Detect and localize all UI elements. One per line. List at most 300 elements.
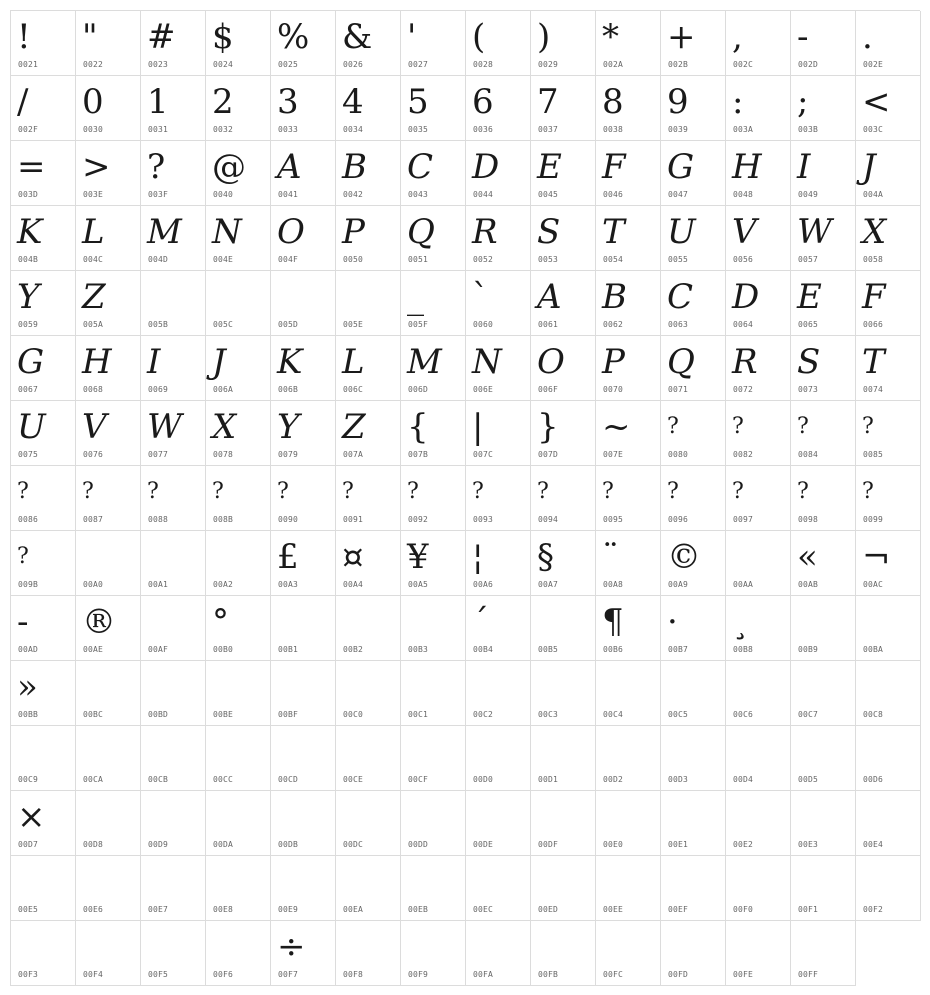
glyph-code-label: 004C [83, 255, 104, 264]
glyph-code-label: 005D [278, 320, 299, 329]
glyph-code-label: 0055 [668, 255, 689, 264]
glyph-cell [11, 791, 76, 856]
glyph-preview: " [82, 17, 98, 57]
glyph-cell [596, 76, 661, 141]
glyph-cell [791, 336, 856, 401]
glyph-code-label: 00B0 [213, 645, 234, 654]
glyph-code-label: 0085 [863, 450, 884, 459]
glyph-code-label: 00C0 [343, 710, 364, 719]
glyph-preview: T [602, 212, 625, 252]
glyph-cell [596, 336, 661, 401]
glyph-cell [271, 661, 336, 726]
glyph-cell [661, 141, 726, 206]
glyph-code-label: 004D [148, 255, 169, 264]
glyph-code-label: 00BC [83, 710, 104, 719]
glyph-cell [856, 596, 921, 661]
glyph-code-label: 0065 [798, 320, 819, 329]
glyph-preview: @ [212, 147, 246, 187]
glyph-code-label: 0067 [18, 385, 39, 394]
glyph-code-label: 003E [83, 190, 104, 199]
glyph-cell [141, 856, 206, 921]
glyph-code-label: 00EE [603, 905, 624, 914]
glyph-cell [206, 596, 271, 661]
glyph-code-label: 00CC [213, 775, 234, 784]
glyph-code-label: 0053 [538, 255, 559, 264]
glyph-cell [76, 531, 141, 596]
glyph-code-label: 00B6 [603, 645, 624, 654]
glyph-preview: + [667, 17, 696, 57]
glyph-code-label: 00C2 [473, 710, 494, 719]
glyph-preview: 0 [82, 82, 104, 122]
glyph-cell [466, 76, 531, 141]
glyph-cell [11, 271, 76, 336]
glyph-cell [336, 856, 401, 921]
glyph-cell [791, 791, 856, 856]
glyph-code-label: 00A5 [408, 580, 429, 589]
glyph-code-label: 00B9 [798, 645, 819, 654]
glyph-code-label: 0025 [278, 60, 299, 69]
glyph-code-label: 00A1 [148, 580, 169, 589]
glyph-cell [661, 921, 726, 986]
glyph-cell [271, 791, 336, 856]
missing-glyph-icon: ? [277, 479, 289, 504]
glyph-code-label: 00D9 [148, 840, 169, 849]
glyph-code-label: 00AE [83, 645, 104, 654]
glyph-code-label: 00DA [213, 840, 234, 849]
glyph-preview: X [862, 212, 887, 252]
glyph-preview: O [277, 212, 305, 252]
glyph-preview: 4 [342, 82, 364, 122]
missing-glyph-icon: ? [862, 414, 874, 439]
glyph-preview: K [277, 342, 303, 382]
glyph-code-label: 0033 [278, 125, 299, 134]
glyph-code-label: 00C5 [668, 710, 689, 719]
glyph-code-label: 0068 [83, 385, 104, 394]
glyph-cell [271, 336, 336, 401]
glyph-code-label: 005A [83, 320, 104, 329]
glyph-cell [726, 466, 791, 531]
missing-glyph-icon: ? [732, 479, 744, 504]
glyph-cell [596, 791, 661, 856]
glyph-preview: S [797, 342, 821, 382]
glyph-preview: J [862, 147, 876, 187]
glyph-cell [206, 141, 271, 206]
missing-glyph-icon: ? [732, 414, 744, 439]
glyph-preview: ¤ [342, 537, 364, 577]
glyph-code-label: 0022 [83, 60, 104, 69]
glyph-cell [466, 726, 531, 791]
glyph-cell [726, 76, 791, 141]
glyph-preview: M [407, 342, 442, 382]
glyph-code-label: 00F2 [863, 905, 884, 914]
glyph-cell [206, 271, 271, 336]
glyph-code-label: 0076 [83, 450, 104, 459]
glyph-preview: T [862, 342, 885, 382]
glyph-code-label: 0023 [148, 60, 169, 69]
glyph-code-label: 0039 [668, 125, 689, 134]
glyph-preview: V [82, 407, 107, 447]
glyph-code-label: 00AD [18, 645, 39, 654]
glyph-cell [401, 11, 466, 76]
glyph-code-label: 0072 [733, 385, 754, 394]
glyph-code-label: 008B [213, 515, 234, 524]
glyph-code-label: 00E3 [798, 840, 819, 849]
glyph-cell [11, 726, 76, 791]
glyph-code-label: 00F0 [733, 905, 754, 914]
glyph-preview: R [472, 212, 498, 252]
missing-glyph-icon: ? [537, 479, 549, 504]
glyph-code-label: 0047 [668, 190, 689, 199]
glyph-cell [856, 531, 921, 596]
glyph-code-label: 0075 [18, 450, 39, 459]
glyph-code-label: 005F [408, 320, 429, 329]
glyph-code-label: 0084 [798, 450, 819, 459]
glyph-cell [336, 531, 401, 596]
glyph-code-label: 0057 [798, 255, 819, 264]
glyph-code-label: 0054 [603, 255, 624, 264]
glyph-preview: Z [82, 277, 106, 317]
glyph-cell [661, 76, 726, 141]
glyph-code-label: 0098 [798, 515, 819, 524]
glyph-cell [596, 206, 661, 271]
glyph-preview: I [147, 342, 161, 382]
glyph-preview: Z [342, 407, 366, 447]
glyph-cell [271, 596, 336, 661]
glyph-preview: · [667, 602, 678, 642]
glyph-preview: L [342, 342, 365, 382]
glyph-code-label: 0080 [668, 450, 689, 459]
glyph-code-label: 0093 [473, 515, 494, 524]
glyph-cell [726, 141, 791, 206]
glyph-cell [726, 11, 791, 76]
glyph-cell [206, 921, 271, 986]
glyph-code-label: 00D6 [863, 775, 884, 784]
glyph-cell [141, 11, 206, 76]
glyph-cell [401, 401, 466, 466]
glyph-code-label: 00B2 [343, 645, 364, 654]
glyph-cell [531, 336, 596, 401]
glyph-code-label: 0030 [83, 125, 104, 134]
glyph-code-label: 006B [278, 385, 299, 394]
glyph-cell [11, 141, 76, 206]
glyph-cell [401, 596, 466, 661]
glyph-code-label: 00DD [408, 840, 429, 849]
glyph-cell [401, 921, 466, 986]
glyph-code-label: 00A8 [603, 580, 624, 589]
glyph-cell [661, 11, 726, 76]
glyph-cell [206, 206, 271, 271]
glyph-code-label: 002C [733, 60, 754, 69]
glyph-code-label: 00BB [18, 710, 39, 719]
glyph-code-label: 0070 [603, 385, 624, 394]
glyph-cell [141, 206, 206, 271]
glyph-cell [206, 401, 271, 466]
glyph-cell [206, 466, 271, 531]
glyph-code-label: 0087 [83, 515, 104, 524]
glyph-preview: C [667, 277, 694, 317]
glyph-preview: © [667, 537, 701, 577]
glyph-cell [531, 11, 596, 76]
glyph-preview: ? [147, 147, 166, 187]
glyph-cell [336, 401, 401, 466]
glyph-code-label: 00E6 [83, 905, 104, 914]
glyph-code-label: 0061 [538, 320, 559, 329]
glyph-cell [206, 661, 271, 726]
glyph-code-label: 00D4 [733, 775, 754, 784]
missing-glyph-icon: ? [407, 479, 419, 504]
glyph-code-label: 00DF [538, 840, 559, 849]
glyph-preview: D [732, 277, 760, 317]
glyph-preview: 3 [277, 82, 299, 122]
glyph-preview: ¸ [732, 602, 749, 642]
glyph-cell [531, 206, 596, 271]
missing-glyph-icon: ? [82, 479, 94, 504]
glyph-preview: B [602, 277, 627, 317]
glyph-code-label: 0045 [538, 190, 559, 199]
glyph-code-label: 00A3 [278, 580, 299, 589]
glyph-cell [856, 336, 921, 401]
glyph-cell [466, 531, 531, 596]
glyph-code-label: 007E [603, 450, 624, 459]
glyph-code-label: 003F [148, 190, 169, 199]
glyph-preview: 5 [407, 82, 429, 122]
glyph-cell [791, 76, 856, 141]
glyph-code-label: 0032 [213, 125, 234, 134]
glyph-preview: = [17, 147, 46, 187]
glyph-preview: 7 [537, 82, 559, 122]
glyph-cell [726, 271, 791, 336]
glyph-cell [596, 596, 661, 661]
glyph-cell [466, 336, 531, 401]
glyph-cell [11, 11, 76, 76]
glyph-code-label: 0074 [863, 385, 884, 394]
glyph-cell [856, 791, 921, 856]
glyph-cell [271, 141, 336, 206]
glyph-code-label: 00E0 [603, 840, 624, 849]
glyph-cell [11, 856, 76, 921]
glyph-cell [726, 856, 791, 921]
glyph-cell [531, 531, 596, 596]
glyph-cell [531, 271, 596, 336]
glyph-preview: U [667, 212, 696, 252]
glyph-code-label: 00F1 [798, 905, 819, 914]
glyph-preview: % [277, 17, 310, 57]
glyph-code-label: 00B5 [538, 645, 559, 654]
glyph-code-label: 0050 [343, 255, 364, 264]
glyph-cell [661, 856, 726, 921]
glyph-preview: H [732, 147, 762, 187]
glyph-code-label: 0026 [343, 60, 364, 69]
glyph-code-label: 00CE [343, 775, 364, 784]
glyph-preview: - [797, 17, 809, 57]
glyph-cell [401, 531, 466, 596]
glyph-code-label: 00FC [603, 970, 624, 979]
glyph-code-label: 00ED [538, 905, 559, 914]
glyph-cell [271, 76, 336, 141]
glyph-code-label: 0066 [863, 320, 884, 329]
glyph-preview: ! [17, 17, 31, 57]
glyph-preview: { [407, 407, 429, 447]
glyph-cell [76, 921, 141, 986]
glyph-code-label: 0034 [343, 125, 364, 134]
glyph-code-label: 00C9 [18, 775, 39, 784]
glyph-cell [531, 596, 596, 661]
glyph-cell [336, 336, 401, 401]
glyph-cell [401, 661, 466, 726]
glyph-cell [141, 921, 206, 986]
glyph-code-label: 0092 [408, 515, 429, 524]
glyph-cell [336, 466, 401, 531]
glyph-code-label: 005C [213, 320, 234, 329]
glyph-preview: . [862, 17, 873, 57]
glyph-code-label: 00C3 [538, 710, 559, 719]
glyph-preview: - [17, 602, 29, 642]
glyph-code-label: 005B [148, 320, 169, 329]
glyph-cell [401, 206, 466, 271]
glyph-cell [336, 76, 401, 141]
glyph-code-label: 00EC [473, 905, 494, 914]
glyph-cell [401, 466, 466, 531]
glyph-code-label: 00E2 [733, 840, 754, 849]
glyph-preview: $ [212, 17, 234, 57]
glyph-code-label: 00A7 [538, 580, 559, 589]
glyph-cell [661, 336, 726, 401]
glyph-preview: P [342, 212, 365, 252]
glyph-cell [141, 726, 206, 791]
glyph-cell [596, 726, 661, 791]
glyph-code-label: 004A [863, 190, 884, 199]
glyph-cell [336, 141, 401, 206]
missing-glyph-icon: ? [797, 479, 809, 504]
glyph-preview: O [537, 342, 565, 382]
glyph-preview: ; [797, 82, 809, 122]
glyph-cell [531, 141, 596, 206]
glyph-cell [726, 661, 791, 726]
glyph-code-label: 0064 [733, 320, 754, 329]
glyph-cell [596, 921, 661, 986]
glyph-cell [466, 466, 531, 531]
glyph-code-label: 0059 [18, 320, 39, 329]
glyph-preview: I [797, 147, 811, 187]
glyph-cell [661, 726, 726, 791]
glyph-code-label: 006A [213, 385, 234, 394]
missing-glyph-icon: ? [147, 479, 159, 504]
glyph-cell [856, 11, 921, 76]
glyph-cell [206, 531, 271, 596]
glyph-cell [596, 11, 661, 76]
glyph-cell [856, 401, 921, 466]
glyph-preview: N [472, 342, 502, 382]
glyph-cell [141, 141, 206, 206]
glyph-cell [466, 11, 531, 76]
glyph-preview: X [212, 407, 237, 447]
glyph-cell [141, 466, 206, 531]
glyph-code-label: 00EA [343, 905, 364, 914]
glyph-code-label: 009B [18, 580, 39, 589]
glyph-code-label: 00CD [278, 775, 299, 784]
glyph-cell [206, 856, 271, 921]
glyph-cell [336, 921, 401, 986]
glyph-code-label: 004F [278, 255, 299, 264]
glyph-cell [661, 596, 726, 661]
glyph-code-label: 00AF [148, 645, 169, 654]
glyph-cell [76, 141, 141, 206]
glyph-code-label: 003C [863, 125, 884, 134]
glyph-preview: × [17, 797, 46, 837]
glyph-cell [11, 206, 76, 271]
glyph-preview: H [82, 342, 112, 382]
glyph-cell [661, 206, 726, 271]
glyph-cell [271, 921, 336, 986]
glyph-cell [531, 791, 596, 856]
glyph-code-label: 00AB [798, 580, 819, 589]
glyph-code-label: 007A [343, 450, 364, 459]
glyph-preview: A [537, 277, 562, 317]
glyph-cell [531, 856, 596, 921]
glyph-cell [661, 271, 726, 336]
glyph-code-label: 00B8 [733, 645, 754, 654]
glyph-code-label: 00DC [343, 840, 364, 849]
glyph-cell [76, 466, 141, 531]
glyph-preview: & [342, 17, 373, 57]
glyph-cell [726, 206, 791, 271]
glyph-code-label: 0082 [733, 450, 754, 459]
glyph-preview: V [732, 212, 757, 252]
glyph-cell [531, 76, 596, 141]
glyph-code-label: 00D7 [18, 840, 39, 849]
missing-glyph-icon: ? [797, 414, 809, 439]
glyph-code-label: 0090 [278, 515, 299, 524]
glyph-cell [466, 401, 531, 466]
glyph-code-label: 0028 [473, 60, 494, 69]
glyph-code-label: 007D [538, 450, 559, 459]
glyph-cell [141, 791, 206, 856]
glyph-preview: D [472, 147, 500, 187]
glyph-code-label: 0073 [798, 385, 819, 394]
glyph-cell [271, 726, 336, 791]
glyph-code-label: 00D0 [473, 775, 494, 784]
glyph-code-label: 0021 [18, 60, 39, 69]
glyph-cell [76, 596, 141, 661]
glyph-code-label: 0044 [473, 190, 494, 199]
glyph-cell [401, 726, 466, 791]
glyph-code-label: 00EB [408, 905, 429, 914]
missing-glyph-icon: ? [212, 479, 224, 504]
glyph-preview: E [797, 277, 822, 317]
glyph-cell [791, 531, 856, 596]
glyph-code-label: 00BE [213, 710, 234, 719]
glyph-cell [726, 791, 791, 856]
glyph-cell [11, 661, 76, 726]
missing-glyph-icon: ? [667, 414, 679, 439]
glyph-code-label: 0096 [668, 515, 689, 524]
glyph-cell [206, 76, 271, 141]
glyph-code-label: 00FA [473, 970, 494, 979]
glyph-preview: : [732, 82, 744, 122]
glyph-code-label: 006D [408, 385, 429, 394]
glyph-preview: ÷ [277, 927, 306, 967]
glyph-cell [76, 856, 141, 921]
glyph-cell [856, 661, 921, 726]
glyph-preview: A [277, 147, 302, 187]
glyph-preview: L [82, 212, 105, 252]
glyph-code-label: 0051 [408, 255, 429, 264]
glyph-code-label: 00E9 [278, 905, 299, 914]
glyph-code-label: 00BA [863, 645, 884, 654]
glyph-cell [856, 141, 921, 206]
glyph-preview: § [537, 537, 554, 577]
glyph-code-label: 0062 [603, 320, 624, 329]
